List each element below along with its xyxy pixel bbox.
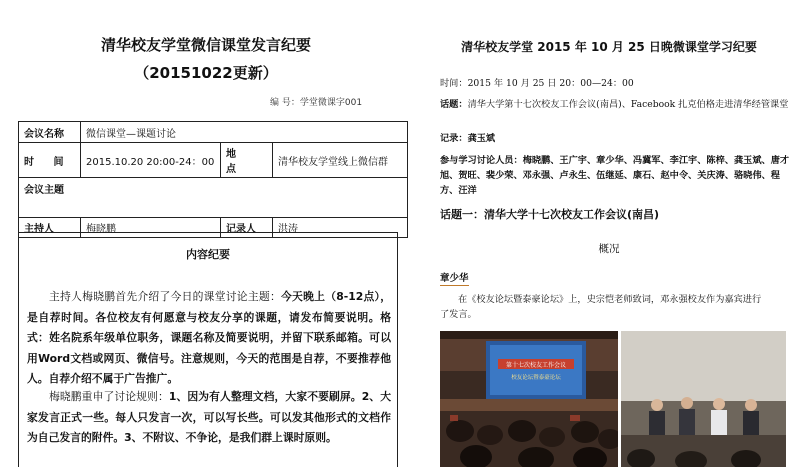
recorder-label: 记录： (440, 133, 468, 144)
panel-photo (621, 331, 786, 467)
participants-label: 参与学习讨论人员： (440, 155, 523, 166)
minutes-recorder (440, 131, 790, 146)
time-label: 时间： (440, 78, 468, 89)
topic-value: 清华大学第十七次校友工作会议(南昌)、Facebook 扎克伯格走进清华经管课堂 (467, 99, 789, 110)
overview-heading: 概况 (598, 243, 620, 255)
speaker-name: 章少华 (440, 270, 469, 286)
time-value: 2015.10.20 20:00-24：00 (81, 143, 221, 178)
para1-lead: 主持人梅晓鹏首先介绍了今日的课堂讨论主题： (49, 290, 281, 303)
meeting-info-table (18, 121, 408, 238)
topic-label: 话题： (440, 99, 468, 110)
recorder-value: 龚玉斌 (467, 133, 496, 144)
participants-value: 梅晓鹏、王广宇、章少华、冯冀军、李江宇、陈梓、龚玉斌、唐才旭、贺旺、裴少荣、邓永强、卢永生、伍继延、康石、赵中令、关庆涛、骆晓伟、程方、汪洋 (440, 155, 790, 196)
content-summary-box (18, 232, 398, 467)
minutes-title: 清华校友学堂 2015 年 10 月 25 日晚微课堂学习纪要 (461, 40, 757, 54)
right-document (418, 0, 800, 467)
speaker-text: 在《校友论坛暨泰豪论坛》上，史宗恺老师致词，邓永强校友作为嘉宾进行了发言。 (440, 294, 762, 320)
doc-title: 清华校友学堂微信课堂发言纪要 (100, 36, 311, 54)
minutes-participants (440, 153, 790, 198)
topic-one-heading: 话题一：清华大学十七次校友工作会议(南昌) (440, 208, 660, 221)
minutes-topic (440, 97, 790, 112)
conference-photo-image (440, 331, 618, 467)
screen-banner-text: 第十七次校友工作会议 (505, 362, 567, 369)
minutes-time (440, 76, 790, 91)
conference-photo (440, 331, 618, 467)
host-label: 主持人 (19, 218, 81, 238)
location-value: 清华校友学堂线上微信群 (273, 143, 408, 178)
para1-bold: 今天晚上（8-12点），是自荐时间。各位校友有何愿意与校友分享的课题，请发布简要说明。格式：姓名院系年级单位职务，课题名称及简要说明，并留下联系邮箱。可以用Word文档或网页、微信号。注意规则，今天的范围是自荐，不要推荐他人。自荐介绍不属于广告推广。 (27, 290, 391, 385)
panel-photo-image (621, 331, 786, 467)
time-value: 2015 年 10 月 25 日 20：00—24：00 (467, 78, 634, 89)
host-value: 梅晓鹏 (81, 218, 221, 238)
screen-subtitle-text: 校友论坛暨泰豪论坛 (511, 375, 561, 381)
doc-subtitle: （20151022更新） (134, 64, 278, 82)
paragraph-rules (27, 387, 391, 449)
paragraph-intro (27, 287, 391, 390)
meeting-name-label: 会议名称 (19, 122, 81, 143)
time-label: 时 间 (19, 143, 81, 178)
meeting-name-value: 微信课堂—课题讨论 (81, 122, 408, 143)
recorder-value: 洪涛 (273, 218, 408, 238)
location-label: 地 点 (221, 143, 273, 178)
para2-bold: 1、因为有人整理文档，大家不要刷屏。2、大家发言正式一些。每人只发言一次，可以写长些。可以发其他形式的文档作为自己发言的附件。3、不附议、不争论，是我们群上课时原则。 (27, 390, 391, 444)
doc-number: 编 号：学堂微课字001 (270, 98, 363, 108)
topic-label: 会议主题 (19, 178, 408, 218)
para2-lead: 梅晓鹏重申了讨论规则： (49, 390, 169, 403)
content-title: 内容纪要 (186, 248, 230, 261)
recorder-label: 记录人 (221, 218, 273, 238)
